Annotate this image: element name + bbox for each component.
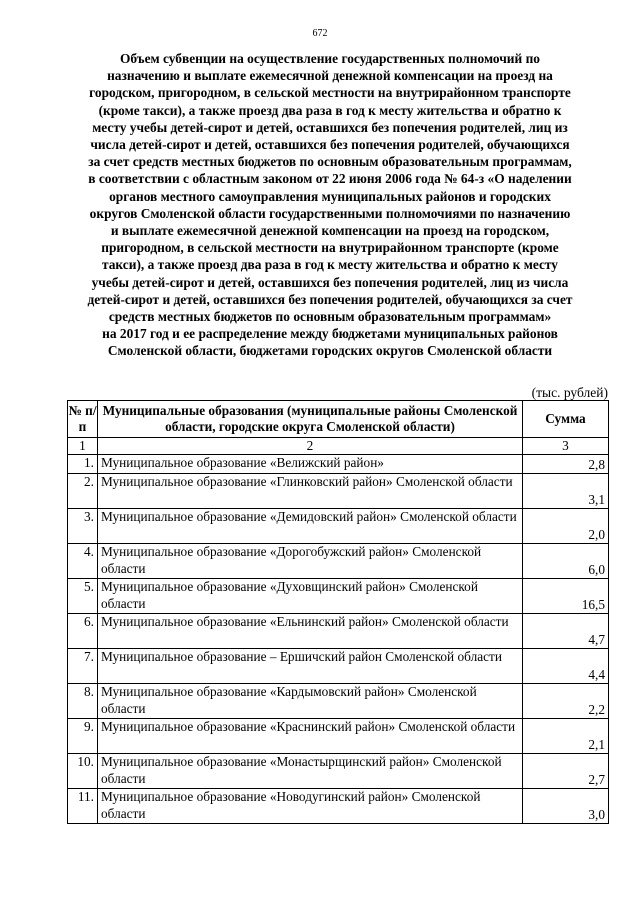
row-sum: 4,4 (523, 649, 609, 684)
row-sum: 3,0 (523, 789, 609, 824)
row-sum: 4,7 (523, 614, 609, 649)
row-number: 9. (68, 719, 98, 754)
row-municipality: Муниципальное образование «Кардымовский район» Смоленской области (98, 684, 523, 719)
table-row (68, 614, 609, 649)
document-title (50, 50, 610, 360)
table-row (68, 719, 609, 754)
subvention-table (67, 400, 609, 824)
page-number: 672 (312, 28, 328, 39)
table-row (68, 509, 609, 544)
title-line: Объем субвенции на осуществление государственных полномочий по (120, 51, 540, 66)
title-line: округов Смоленской области государственными полномочиями по назначению (89, 205, 571, 221)
row-municipality: Муниципальное образование «Дорогобужский район» Смоленской области (98, 544, 523, 579)
table-row (68, 754, 609, 789)
row-number: 1. (68, 455, 98, 474)
title-line: детей-сирот и детей, оставшихся без попечения родителей, обучающихся за счет (87, 291, 573, 307)
row-municipality: Муниципальное образование «Краснинский район» Смоленской области (98, 719, 523, 754)
column-number: 2 (98, 438, 523, 455)
title-line: средств местных бюджетов по основным образовательным программам» (108, 309, 552, 325)
row-number: 11. (68, 789, 98, 824)
units-label: (тыс. рублей) (531, 385, 608, 400)
title-line: назначению и выплате ежемесячной денежной компенсации на проезд на (107, 68, 553, 84)
row-number: 8. (68, 684, 98, 719)
table-row (68, 544, 609, 579)
row-municipality: Муниципальное образование «Демидовский район» Смоленской области (98, 509, 523, 544)
title-line: месту учебы детей-сирот и детей, оставшихся без попечения родителей, лиц из (92, 119, 568, 135)
title-line: в соответствии с областным законом от 22 июня 2006 года № 64-з «О наделении (88, 171, 572, 187)
row-municipality: Муниципальное образование «Глинковский район» Смоленской области (98, 474, 523, 509)
row-number: 3. (68, 509, 98, 544)
row-municipality: Муниципальное образование «Новодугинский район» Смоленской области (98, 789, 523, 824)
row-sum: 2,1 (523, 719, 609, 754)
table-row (68, 789, 609, 824)
row-sum: 3,1 (523, 474, 609, 509)
column-number: 3 (523, 438, 609, 455)
title-line: городском, пригородном, в сельской местности на внутрирайонном транспорте (89, 85, 571, 101)
table-row (68, 684, 609, 719)
row-number: 4. (68, 544, 98, 579)
row-sum: 2,2 (523, 684, 609, 719)
row-municipality: Муниципальное образование «Велижский район» (98, 455, 523, 474)
row-sum: 2,7 (523, 754, 609, 789)
row-sum: 16,5 (523, 579, 609, 614)
title-line: Смоленской области, бюджетами городских округов Смоленской области (107, 343, 553, 359)
row-sum: 2,0 (523, 509, 609, 544)
row-municipality: Муниципальное образование «Духовщинский район» Смоленской области (98, 579, 523, 614)
table-row (68, 579, 609, 614)
header-municipality: Муниципальные образования (муниципальные районы Смоленской области, городские округа Смоленской области) (98, 401, 523, 438)
title-line: на 2017 год и ее распределение между бюджетами муниципальных районов (102, 326, 558, 342)
row-municipality: Муниципальное образование «Монастырщинский район» Смоленской области (98, 754, 523, 789)
table-row (68, 649, 609, 684)
header-sum: Сумма (523, 401, 609, 438)
row-number: 2. (68, 474, 98, 509)
column-numbers-row (68, 438, 609, 455)
table-row (68, 455, 609, 474)
title-line: учебы детей-сирот и детей, оставшихся без попечения родителей, лиц из числа (91, 274, 569, 290)
title-line: и выплате ежемесячной денежной компенсации на проезд на городском, (110, 223, 550, 239)
header-number: № п/п (68, 401, 98, 438)
row-municipality: Муниципальное образование «Ельнинский район» Смоленской области (98, 614, 523, 649)
title-line: (кроме такси), а также проезд два раза в год к месту жительства и обратно к (98, 102, 562, 118)
row-sum: 6,0 (523, 544, 609, 579)
title-line: числа детей-сирот и детей, оставшихся без попечения родителей, обучающихся (90, 137, 570, 153)
table-row (68, 474, 609, 509)
row-number: 7. (68, 649, 98, 684)
row-municipality: Муниципальное образование – Ершичский район Смоленской области (98, 649, 523, 684)
row-sum: 2,8 (523, 455, 609, 474)
row-number: 5. (68, 579, 98, 614)
row-number: 6. (68, 614, 98, 649)
title-line: такси), а также проезд два раза в год к месту жительства и обратно к месту (101, 257, 558, 273)
title-line: пригородном, в сельской местности на внутрирайонном транспорте (кроме (101, 240, 559, 256)
title-line: за счет средств местных бюджетов по основным образовательным программам, (88, 154, 572, 170)
column-number: 1 (68, 438, 98, 455)
title-line: органов местного самоуправления муниципальных районов и городских (109, 188, 551, 204)
table-header-row (68, 401, 609, 438)
row-number: 10. (68, 754, 98, 789)
